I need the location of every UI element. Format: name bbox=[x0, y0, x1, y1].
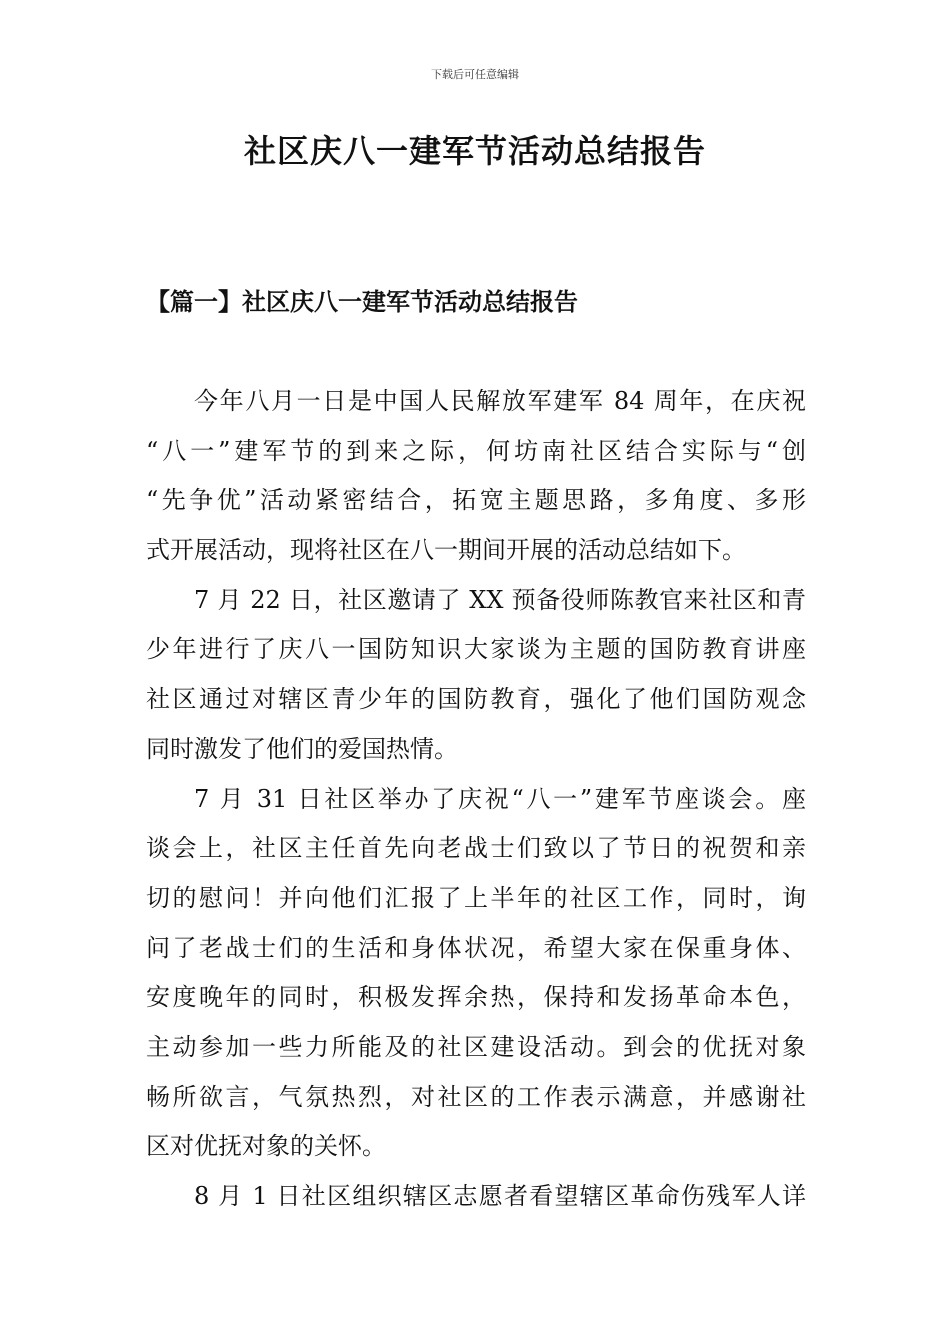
text-line: 8 月 1 日社区组织辖区志愿者看望辖区革命伤残军人详 bbox=[194, 1182, 806, 1210]
paragraph bbox=[146, 576, 806, 775]
text-line: 问了老战士们的生活和身体状况，希望大家在保重身体、 bbox=[146, 933, 806, 962]
document-body bbox=[146, 377, 806, 1222]
text-line: 7 月 31 日社区举办了庆祝“八一”建军节座谈会。座 bbox=[194, 784, 806, 813]
text-line: 安度晚年的同时，积极发挥余热，保持和发扬革命本色， bbox=[146, 983, 806, 1012]
text-line: “先争优”活动紧密结合，拓宽主题思路，多角度、多形 bbox=[146, 486, 806, 515]
text-line: 区对优抚对象的关怀。 bbox=[146, 1132, 386, 1161]
paragraph bbox=[146, 1172, 806, 1222]
text-line: 式开展活动，现将社区在八一期间开展的活动总结如下。 bbox=[146, 536, 746, 565]
text-line: 今年八月一日是中国人民解放军建军 84 周年，在庆祝 bbox=[194, 387, 806, 415]
text-line: 少年进行了庆八一国防知识大家谈为主题的国防教育讲座 bbox=[146, 635, 806, 664]
text-line: 畅所欲言，气氛热烈，对社区的工作表示满意，并感谢社 bbox=[146, 1082, 806, 1111]
text-line: 7 月 22 日，社区邀请了 XX 预备役师陈教官来社区和青 bbox=[194, 585, 806, 614]
paragraph bbox=[146, 775, 806, 1173]
page-header-note: 下载后可任意编辑 bbox=[431, 68, 519, 81]
text-line: “八一”建军节的到来之际，何坊南社区结合实际与“创 bbox=[146, 436, 806, 465]
paragraph bbox=[146, 377, 806, 576]
text-line: 社区通过对辖区青少年的国防教育，强化了他们国防观念 bbox=[146, 685, 806, 714]
text-line: 谈会上，社区主任首先向老战士们致以了节日的祝贺和亲 bbox=[146, 834, 806, 863]
document-title: 社区庆八一建军节活动总结报告 bbox=[243, 132, 706, 170]
text-line: 切的慰问！并向他们汇报了上半年的社区工作，同时，询 bbox=[146, 883, 806, 912]
text-line: 同时激发了他们的爱国热情。 bbox=[146, 734, 458, 763]
text-line: 主动参加一些力所能及的社区建设活动。到会的优抚对象 bbox=[146, 1032, 806, 1061]
section-heading: 【篇一】社区庆八一建军节活动总结报告 bbox=[146, 287, 578, 316]
